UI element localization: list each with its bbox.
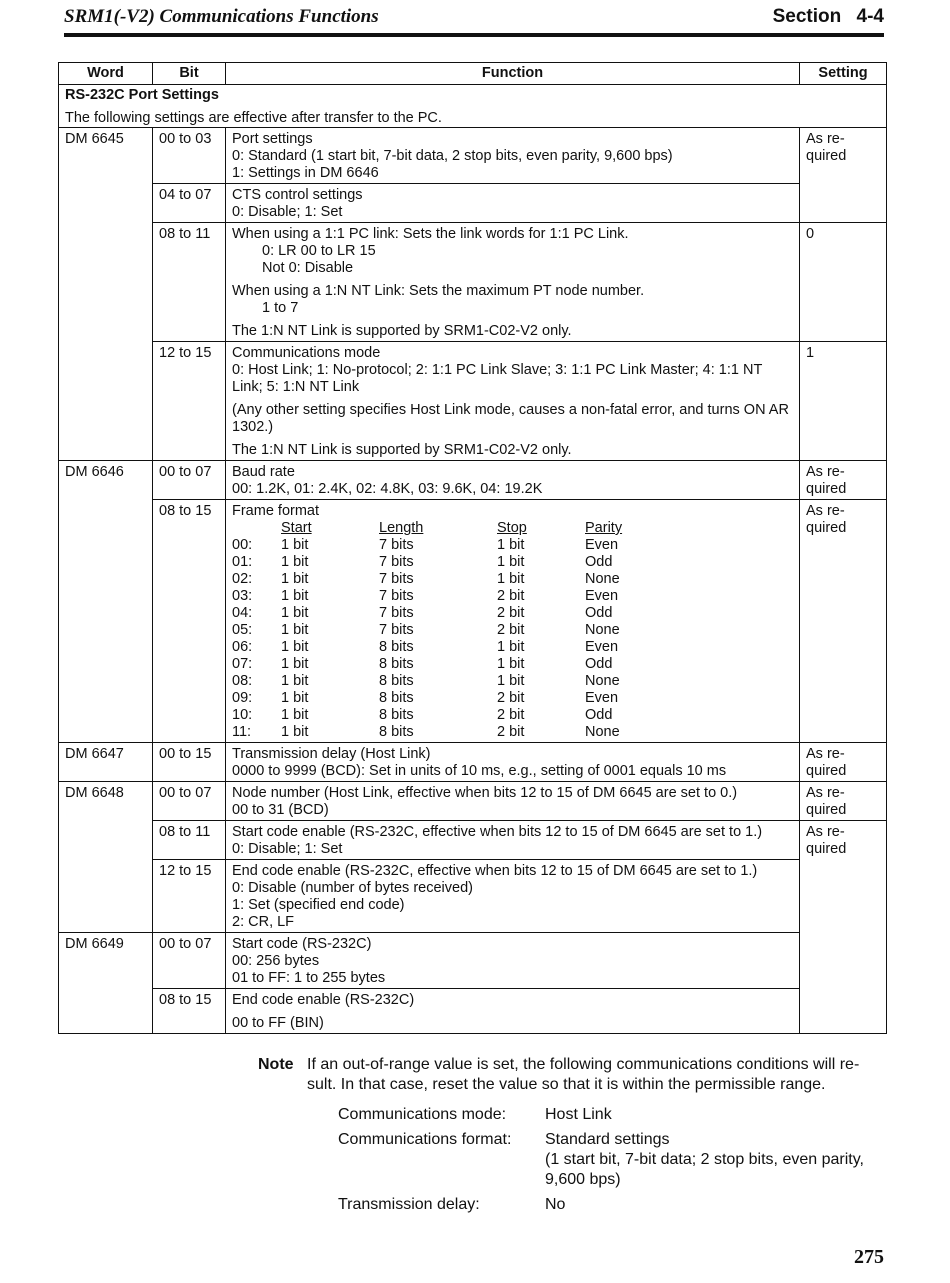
frame-format-cell: 00: — [232, 537, 253, 553]
bit-cell: 00 to 07 — [153, 933, 226, 989]
frame-format-cell: 7 bits — [379, 554, 414, 570]
bit-cell: 08 to 11 — [153, 223, 226, 342]
function-cell — [226, 743, 800, 782]
function-cell — [226, 500, 800, 743]
bit-cell: 12 to 15 — [153, 860, 226, 933]
table-row — [59, 821, 887, 860]
frame-format-cell: 1 bit — [281, 690, 309, 706]
function-cell — [226, 223, 800, 342]
function-line: When using a 1:1 PC link: Sets the link words for 1:1 PC Link. — [232, 226, 629, 242]
frame-format-cell: 2 bit — [497, 724, 525, 740]
function-line: 0: Disable (number of bytes received) — [232, 880, 473, 896]
frame-format-rows — [232, 537, 793, 741]
frame-format-cell: 2 bit — [497, 588, 525, 604]
frame-format-cell: Odd — [585, 707, 613, 723]
setting-cell: As re-quired — [800, 461, 887, 500]
function-line: Port settings — [232, 131, 313, 147]
frame-format-cell: 7 bits — [379, 588, 414, 604]
frame-format-cell: 8 bits — [379, 690, 414, 706]
condition-value: No — [545, 1196, 566, 1213]
setting-cell: 1 — [800, 342, 887, 461]
frame-format-row — [232, 571, 793, 588]
table-row — [59, 743, 887, 782]
condition-key: Communications format: — [338, 1131, 512, 1148]
frame-format-cell: 8 bits — [379, 724, 414, 740]
function-line: End code enable (RS-232C, effective when bits 12 to 15 of DM 6645 are set to 1.) — [232, 863, 758, 879]
frame-format-cell: Even — [585, 537, 619, 553]
function-cell — [226, 184, 800, 223]
bit-cell: 08 to 15 — [153, 989, 226, 1034]
table-row — [59, 989, 887, 1034]
frame-format-cell: 1 bit — [497, 673, 525, 689]
frame-format-cell: 11: — [232, 724, 252, 740]
bit-cell: 00 to 15 — [153, 743, 226, 782]
note-conditions — [338, 1105, 886, 1220]
frame-format-cell: 2 bit — [497, 707, 525, 723]
frame-format-row — [232, 707, 793, 724]
frame-format-cell: 07: — [232, 656, 253, 672]
word-cell: DM 6649 — [59, 933, 153, 1034]
frame-format-cell: 06: — [232, 639, 253, 655]
function-line: 00 to 31 (BCD) — [232, 802, 329, 818]
col-header-bit: Bit — [153, 63, 226, 85]
settings-table — [58, 62, 887, 1034]
function-line: 00: 1.2K, 01: 2.4K, 02: 4.8K, 03: 9.6K, 04: 19.2K — [232, 481, 543, 497]
note-condition-row — [338, 1105, 886, 1125]
frame-format-cell: 10: — [232, 707, 253, 723]
frame-format-cell: 05: — [232, 622, 253, 638]
function-line: The 1:N NT Link is supported by SRM1-C02-V2 only. — [232, 442, 572, 458]
frame-format-cell: 02: — [232, 571, 253, 587]
setting-cell: As re-quired — [800, 782, 887, 821]
function-cell — [226, 821, 800, 860]
frame-format-cell: 1 bit — [281, 554, 309, 570]
frame-format-row — [232, 673, 793, 690]
frame-format-cell: 1 bit — [281, 622, 309, 638]
function-line: Baud rate — [232, 464, 295, 480]
frame-format-cell: 1 bit — [497, 656, 525, 672]
group-title: RS-232C Port Settings — [65, 87, 219, 103]
frame-format-header — [232, 520, 793, 537]
frame-format-row — [232, 690, 793, 707]
frame-format-row — [232, 656, 793, 673]
frame-format-row — [232, 724, 793, 741]
function-cell — [226, 860, 800, 933]
frame-format-cell: 1 bit — [281, 673, 309, 689]
table-row — [59, 342, 887, 461]
word-cell: DM 6646 — [59, 461, 153, 743]
frame-format-cell: None — [585, 673, 620, 689]
frame-format-cell: Odd — [585, 554, 613, 570]
setting-cell: As re-quired — [800, 821, 887, 1034]
function-cell — [226, 342, 800, 461]
frame-format-row — [232, 588, 793, 605]
group-row — [59, 85, 887, 128]
function-line: CTS control settings — [232, 187, 363, 203]
function-line: Transmission delay (Host Link) — [232, 746, 431, 762]
frame-format-cell: 1 bit — [281, 605, 309, 621]
frame-format-cell: 2 bit — [497, 690, 525, 706]
function-line: 00: 256 bytes — [232, 953, 320, 969]
col-header-setting: Setting — [800, 63, 887, 85]
frame-format-cell: 1 bit — [281, 588, 309, 604]
frame-format-row — [232, 554, 793, 571]
frame-format-cell: 1 bit — [281, 537, 309, 553]
frame-format-cell: 1 bit — [281, 639, 309, 655]
function-line: 00 to FF (BIN) — [232, 1015, 324, 1031]
header-rule — [64, 33, 884, 37]
note-text: If an out-of-range value is set, the following communications conditions will re-sult. In that case, reset the value so that it is within the permissible range. — [307, 1056, 860, 1093]
frame-format-spacer — [232, 520, 281, 537]
function-cell — [226, 933, 800, 989]
function-line: Communications mode — [232, 345, 381, 361]
setting-cell: As re-quired — [800, 500, 887, 743]
frame-format-cell: Odd — [585, 605, 613, 621]
note-label: Note — [258, 1056, 294, 1073]
function-line: 0: Disable; 1: Set — [232, 841, 343, 857]
frame-format-cell: 01: — [232, 554, 253, 570]
function-line: 0: Standard (1 start bit, 7-bit data, 2 stop bits, even parity, 9,600 bps) — [232, 148, 673, 164]
table-header-row — [59, 63, 887, 85]
function-cell — [226, 989, 800, 1034]
function-line: Node number (Host Link, effective when bits 12 to 15 of DM 6645 are set to 0.) — [232, 785, 738, 801]
function-line: Start code (RS-232C) — [232, 936, 372, 952]
frame-format-cell: 8 bits — [379, 707, 414, 723]
word-cell: DM 6647 — [59, 743, 153, 782]
frame-format-cell: 1 bit — [497, 554, 525, 570]
condition-key: Transmission delay: — [338, 1196, 480, 1213]
function-cell — [226, 461, 800, 500]
bit-cell: 08 to 15 — [153, 500, 226, 743]
frame-format-cell: 1 bit — [281, 724, 309, 740]
frame-format-cell: 8 bits — [379, 673, 414, 689]
bit-cell: 04 to 07 — [153, 184, 226, 223]
frame-format-cell: None — [585, 571, 620, 587]
function-line: 0000 to 9999 (BCD): Set in units of 10 ms, e.g., setting of 0001 equals 10 ms — [232, 763, 727, 779]
function-line: End code enable (RS-232C) — [232, 992, 415, 1008]
group-description: The following settings are effective after transfer to the PC. — [65, 110, 442, 126]
function-line: The 1:N NT Link is supported by SRM1-C02-V2 only. — [232, 323, 572, 339]
frame-format-cell: Even — [585, 690, 619, 706]
function-line: 0: Disable; 1: Set — [232, 204, 343, 220]
bit-cell: 00 to 07 — [153, 461, 226, 500]
frame-format-cell: 7 bits — [379, 622, 414, 638]
table-row — [59, 184, 887, 223]
function-line: 1: Settings in DM 6646 — [232, 165, 379, 181]
condition-value: Host Link — [545, 1106, 612, 1123]
frame-format-cell: Even — [585, 588, 619, 604]
frame-format-cell: 03: — [232, 588, 253, 604]
frame-format-cell: 1 bit — [281, 571, 309, 587]
frame-format-cell: 1 bit — [497, 639, 525, 655]
setting-cell: As re-quired — [800, 128, 887, 223]
condition-value: Standard settings — [545, 1131, 670, 1148]
page-number: 275 — [854, 1246, 884, 1268]
page-header — [64, 6, 884, 32]
frame-format-cell: None — [585, 622, 620, 638]
function-line: Start code enable (RS-232C, effective when bits 12 to 15 of DM 6645 are set to 1.) — [232, 824, 763, 840]
frame-format-cell: 04: — [232, 605, 253, 621]
frame-format-cell: 09: — [232, 690, 253, 706]
word-cell: DM 6648 — [59, 782, 153, 933]
function-cell — [226, 782, 800, 821]
function-line: Frame format — [232, 503, 320, 519]
frame-format-row — [232, 537, 793, 554]
function-line: 1 to 7 — [262, 300, 299, 316]
table-row — [59, 860, 887, 933]
frame-head-stop: Stop — [497, 520, 527, 536]
frame-format-table — [232, 520, 793, 741]
frame-head-parity: Parity — [585, 520, 623, 536]
function-cell — [226, 128, 800, 184]
table-row — [59, 128, 887, 184]
frame-format-cell: 7 bits — [379, 537, 414, 553]
frame-format-cell: 7 bits — [379, 571, 414, 587]
header-title: SRM1(-V2) Communications Functions — [64, 6, 379, 27]
frame-format-cell: 2 bit — [497, 605, 525, 621]
frame-format-cell: Odd — [585, 656, 613, 672]
condition-value-detail: (1 start bit, 7-bit data; 2 stop bits, even parity, 9,600 bps) — [545, 1151, 864, 1188]
frame-format-cell: 7 bits — [379, 605, 414, 621]
frame-head-length: Length — [379, 520, 424, 536]
frame-format-row — [232, 605, 793, 622]
table-row — [59, 500, 887, 743]
table-row — [59, 782, 887, 821]
bit-cell: 00 to 03 — [153, 128, 226, 184]
bit-cell: 08 to 11 — [153, 821, 226, 860]
frame-head-start: Start — [281, 520, 312, 536]
frame-format-cell: 1 bit — [497, 571, 525, 587]
note-condition-row — [338, 1130, 886, 1190]
group-cell — [59, 85, 887, 128]
function-line: 01 to FF: 1 to 255 bytes — [232, 970, 386, 986]
word-cell: DM 6645 — [59, 128, 153, 461]
condition-value-group — [545, 1130, 886, 1190]
frame-format-cell: 08: — [232, 673, 253, 689]
frame-format-cell: Even — [585, 639, 619, 655]
function-line: 1: Set (specified end code) — [232, 897, 405, 913]
function-line: When using a 1:N NT Link: Sets the maximum PT node number. — [232, 283, 645, 299]
frame-format-cell: 1 bit — [281, 656, 309, 672]
col-header-function: Function — [226, 63, 800, 85]
frame-format-cell: 8 bits — [379, 639, 414, 655]
col-header-word: Word — [59, 63, 153, 85]
frame-format-cell: 1 bit — [281, 707, 309, 723]
table-row — [59, 461, 887, 500]
function-line: 0: Host Link; 1: No-protocol; 2: 1:1 PC Link Slave; 3: 1:1 PC Link Master; 4: 1:1 NT Link; 5: 1:N NT Link — [232, 362, 763, 395]
condition-key: Communications mode: — [338, 1106, 507, 1123]
setting-cell: 0 — [800, 223, 887, 342]
table-row — [59, 223, 887, 342]
table-row — [59, 933, 887, 989]
bit-cell: 12 to 15 — [153, 342, 226, 461]
frame-format-cell: 2 bit — [497, 622, 525, 638]
function-line: 0: LR 00 to LR 15 — [262, 243, 376, 259]
bit-cell: 00 to 07 — [153, 782, 226, 821]
note-condition-row — [338, 1195, 886, 1215]
function-line: Not 0: Disable — [262, 260, 354, 276]
function-line: 2: CR, LF — [232, 914, 295, 930]
frame-format-cell: 1 bit — [497, 537, 525, 553]
function-line: (Any other setting specifies Host Link mode, causes a non-fatal error, and turns ON AR 1302.) — [232, 402, 789, 435]
setting-cell: As re-quired — [800, 743, 887, 782]
frame-format-row — [232, 622, 793, 639]
frame-format-cell: None — [585, 724, 620, 740]
frame-format-cell: 8 bits — [379, 656, 414, 672]
frame-format-row — [232, 639, 793, 656]
header-section: Section 4-4 — [772, 6, 884, 27]
